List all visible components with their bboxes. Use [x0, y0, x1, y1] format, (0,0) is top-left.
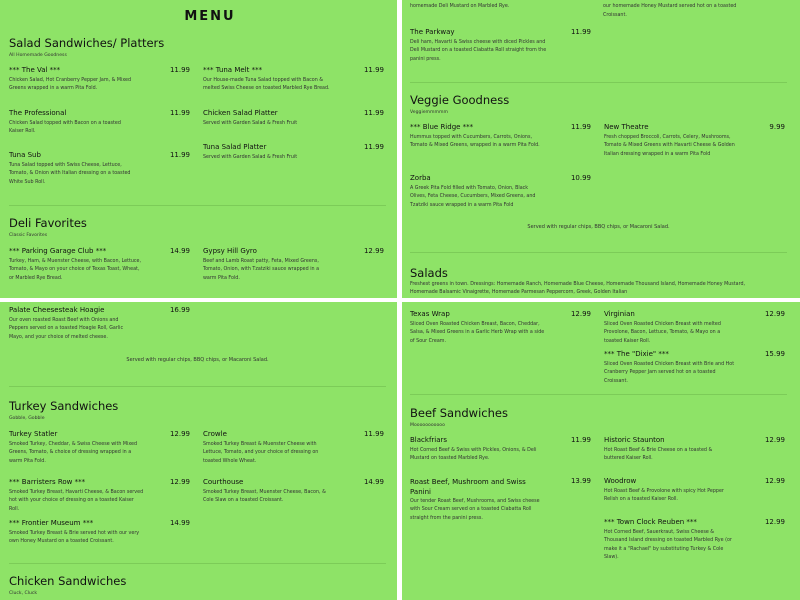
section-subtitle: Classic Favorites — [9, 233, 48, 238]
menu-item-name: Zorba — [410, 174, 431, 182]
menu-item-desc: Sliced Oven Roasted Chicken Breast with melted Provolone, Bacon, Lettuce, Tomato, & Mayo on a toasted Kaiser Roll. — [604, 322, 721, 344]
menu-item-desc: Chicken Salad topped with Bacon on a toasted Kaiser Roll. — [9, 121, 121, 135]
menu-item-price: 11.99 — [363, 66, 384, 74]
menu-item-desc: Sliced Oven Roasted Chicken Breast, Bacon, Cheddar, Salsa, & Mixed Greens in a Garlic Herb Wrap with a side of Sour Cream. — [410, 322, 545, 344]
menu-item-desc: Smoked Turkey, Cheddar, & Swiss Cheese with Mixed Greens, Tomato, & choice of dressing wrapped in a warm Pita Fold. — [9, 442, 138, 464]
section-title-salad-sandwiches: Salad Sandwiches/ Platters — [9, 36, 165, 50]
section-subtitle: Veggiemmmmm — [410, 110, 448, 115]
section-title-turkey-sandwiches: Turkey Sandwiches — [9, 399, 119, 413]
menu-item-name: Tuna Sub — [9, 151, 41, 159]
menu-item-price: 14.99 — [363, 478, 384, 486]
section-divider — [9, 205, 386, 206]
menu-item-desc: Beef and Lamb Roast patty, Feta, Mixed Greens, Tomato, Onion, with Tzatziki sauce wrapped in a warm Pita Fold. — [203, 259, 320, 281]
section-divider — [410, 82, 787, 83]
menu-item-desc: Hot Corned Beef, Sauerkraut, Swiss Cheese & Thousand Island dressing on toasted Marbled Rye (or make it a "Rachael" by substituting Turkey & Cole Slaw). — [604, 530, 732, 560]
menu-item-desc: Our oven roasted Roast Beef with Onions and Peppers served on a toasted Hoagie Roll, Garlic Mayo, and your choice of melted cheese. — [9, 318, 124, 340]
menu-item-desc: Hot Corned Beef & Swiss with Pickles, Onions, & Deli Mustard on toasted Marbled Rye. — [410, 448, 537, 462]
menu-title: MENU — [184, 9, 236, 24]
menu-item-name: Virginian — [604, 310, 635, 318]
menu-item-name: Blackfriars — [410, 436, 448, 444]
menu-item-desc-cut: our homemade Honey Mustard served hot on a toasted Croissant. — [603, 4, 737, 18]
menu-item-price: 11.99 — [570, 436, 591, 444]
panel-bottom-right — [402, 302, 800, 600]
section-description: Freshest greens in town. Dressings: Homemade Ranch, Homemade Blue Cheese, Homemade Thousand Island, Homemade Honey Mustard, Homemade Balsamic Vinaigrette, Homemade Parmesan Peppercorn, Greek, Golden Italian — [410, 282, 746, 296]
menu-item-desc: Hummus topped with Cucumbers, Carrots, Onions, Tomato & Mixed Greens, wrapped in a warm Pita Fold. — [410, 135, 540, 149]
menu-item-name: Texas Wrap — [410, 310, 450, 318]
section-title-salads: Salads — [410, 266, 448, 280]
section-divider — [9, 386, 386, 387]
menu-item-name: Chicken Salad Platter — [203, 109, 278, 117]
menu-item-name: *** Barristers Row *** — [9, 478, 86, 486]
menu-item-name: New Theatre — [604, 123, 649, 131]
menu-item-name: *** The Val *** — [9, 66, 61, 74]
menu-item-price: 11.99 — [363, 109, 384, 117]
menu-item-price: 11.99 — [363, 143, 384, 151]
menu-item-name: *** Blue Ridge *** — [410, 123, 474, 131]
menu-item-desc-cut: homemade Deli Mustard on Marbled Rye. — [410, 4, 510, 10]
menu-item-name: The Parkway — [410, 28, 455, 36]
menu-item-price: 12.99 — [764, 436, 785, 444]
menu-item-price: 14.99 — [169, 519, 190, 527]
section-note: Served with regular chips, BBQ chips, or Macaroni Salad. — [527, 224, 670, 230]
menu-item-price: 11.99 — [570, 28, 591, 36]
section-title-beef-sandwiches: Beef Sandwiches — [410, 406, 508, 420]
menu-item-price: 10.99 — [570, 174, 591, 182]
menu-item-name: Turkey Statler — [9, 430, 58, 438]
panel-top-left — [0, 0, 397, 298]
section-subtitle: Mooooooooooo — [410, 423, 445, 428]
menu-item-name: Palate Cheesesteak Hoagie — [9, 306, 105, 314]
menu-item-name: The Professional — [9, 109, 67, 117]
menu-item-price: 12.99 — [363, 247, 384, 255]
menu-item-name: Historic Staunton — [604, 436, 665, 444]
menu-item-price: 13.99 — [570, 477, 591, 485]
menu-item-name: Crowle — [203, 430, 227, 438]
section-divider — [410, 252, 787, 253]
menu-item-desc: Turkey, Ham, & Muenster Cheese, with Bacon, Lettuce, Tomato, & Mayo on your choice of Texas Toast, Wheat, or Marbled Rye Bread. — [9, 259, 142, 281]
menu-item-desc: Our House-made Tuna Salad topped with Bacon & melted Swiss Cheese on toasted Marbled Rye Bread. — [203, 78, 330, 92]
menu-item-name: Woodrow — [604, 477, 637, 485]
menu-item-name: *** Town Clock Reuben *** — [604, 518, 697, 526]
menu-item-name: *** Tuna Melt *** — [203, 66, 263, 74]
section-subtitle: Gobble, Gobble — [9, 416, 45, 421]
menu-item-price: 11.99 — [169, 109, 190, 117]
menu-item-desc: Served with Garden Salad & Fresh Fruit — [203, 155, 298, 160]
menu-item-price: 16.99 — [169, 306, 190, 314]
menu-item-price: 9.99 — [769, 123, 785, 131]
menu-item-price: 12.99 — [764, 477, 785, 485]
menu-item-price: 12.99 — [570, 310, 591, 318]
menu-item-desc: Deli ham, Havarti & Swiss cheese with diced Pickles and Deli Mustard on a toasted Ciabatta Roll straight from the panini press. — [410, 40, 547, 62]
menu-item-price: 11.99 — [363, 430, 384, 438]
menu-item-desc: A Greek Pita Fold filled with Tomato, Onion, Black Olives, Feta Cheese, Cucumbers, Mixed Greens, and Tzatziki sauce wrapped in a warm Pita Fold — [410, 186, 536, 208]
menu-item-desc: Smoked Turkey Breast & Muenster Cheese with Lettuce, Tomato, and your choice of dressing on toasted Whole Wheat. — [203, 442, 319, 464]
menu-item-desc: Smoked Turkey Breast, Havarti Cheese, & Bacon served hot with your choice of dressing on a toasted Kaiser Roll. — [9, 490, 144, 512]
menu-item-price: 11.99 — [169, 66, 190, 74]
menu-item-desc: Fresh chopped Broccoli, Carrots, Celery, Mushrooms, Tomato & Mixed Greens with Havarti Cheese & Golden Italian dressing wrapped in a warm Pita Fold — [604, 135, 735, 157]
menu-item-name: *** The "Dixie" *** — [604, 350, 669, 358]
menu-item-desc: Served with Garden Salad & Fresh Fruit — [203, 121, 298, 126]
menu-item-price: 12.99 — [169, 430, 190, 438]
menu-item-desc: Tuna Salad topped with Swiss Cheese, Lettuce, Tomato, & Onion with Italian dressing on a toasted White Sub Roll. — [9, 163, 131, 185]
menu-item-name: Courthouse — [203, 478, 244, 486]
section-subtitle: All Homemade Goodness — [9, 53, 67, 58]
menu-item-desc: Smoked Turkey Breast, Muenster Cheese, Bacon, & Cole Slaw on a toasted Croissant. — [203, 490, 326, 504]
section-divider — [410, 394, 787, 395]
menu-item-desc: Our tender Roast Beef, Mushrooms, and Swiss cheese with Sour Cream served on a toasted Ciabatta Roll straight from the panini press. — [410, 499, 540, 521]
section-divider — [9, 563, 386, 564]
menu-item-price: 12.99 — [169, 478, 190, 486]
section-title-chicken-sandwiches: Chicken Sandwiches — [9, 574, 127, 588]
menu-item-name: Gypsy Hill Gyro — [203, 247, 257, 255]
panel-bottom-left — [0, 302, 397, 600]
menu-item-desc: Smoked Turkey Breast & Brie served hot with our very own Honey Mustard on a toasted Croissant. — [9, 531, 140, 545]
section-title-deli-favorites: Deli Favorites — [9, 216, 87, 230]
section-title-veggie-goodness: Veggie Goodness — [410, 93, 510, 107]
menu-item-price: 11.99 — [570, 123, 591, 131]
menu-item-price: 11.99 — [169, 151, 190, 159]
menu-item-price: 14.99 — [169, 247, 190, 255]
menu-item-price: 15.99 — [764, 350, 785, 358]
panel-top-right — [402, 0, 800, 298]
menu-item-desc: Hot Roast Beef & Provolone with spicy Hot Pepper Relish on a toasted Kaiser Roll. — [604, 489, 724, 503]
menu-item-desc: Chicken Salad, Hot Cranberry Pepper Jam, & Mixed Greens wrapped in a warm Pita Fold. — [9, 78, 132, 92]
menu-item-name: Tuna Salad Platter — [203, 143, 267, 151]
menu-item-desc: Sliced Oven Roasted Chicken Breast with Brie and Hot Cranberry Pepper Jam served hot on a toasted Croissant. — [604, 362, 735, 384]
menu-item-name: *** Frontier Museum *** — [9, 519, 94, 527]
menu-item-price: 12.99 — [764, 518, 785, 526]
menu-item-price: 12.99 — [764, 310, 785, 318]
menu-item-name: *** Parking Garage Club *** — [9, 247, 107, 255]
menu-item-name: Roast Beef, Mushroom and Swiss Panini — [410, 478, 526, 496]
section-note: Served with regular chips, BBQ chips, or Macaroni Salad. — [126, 357, 269, 363]
menu-item-desc: Hot Roast Beef & Brie Cheese on a toasted & buttered Kaiser Roll. — [604, 448, 713, 462]
section-subtitle: Cluck, Cluck — [9, 591, 38, 596]
